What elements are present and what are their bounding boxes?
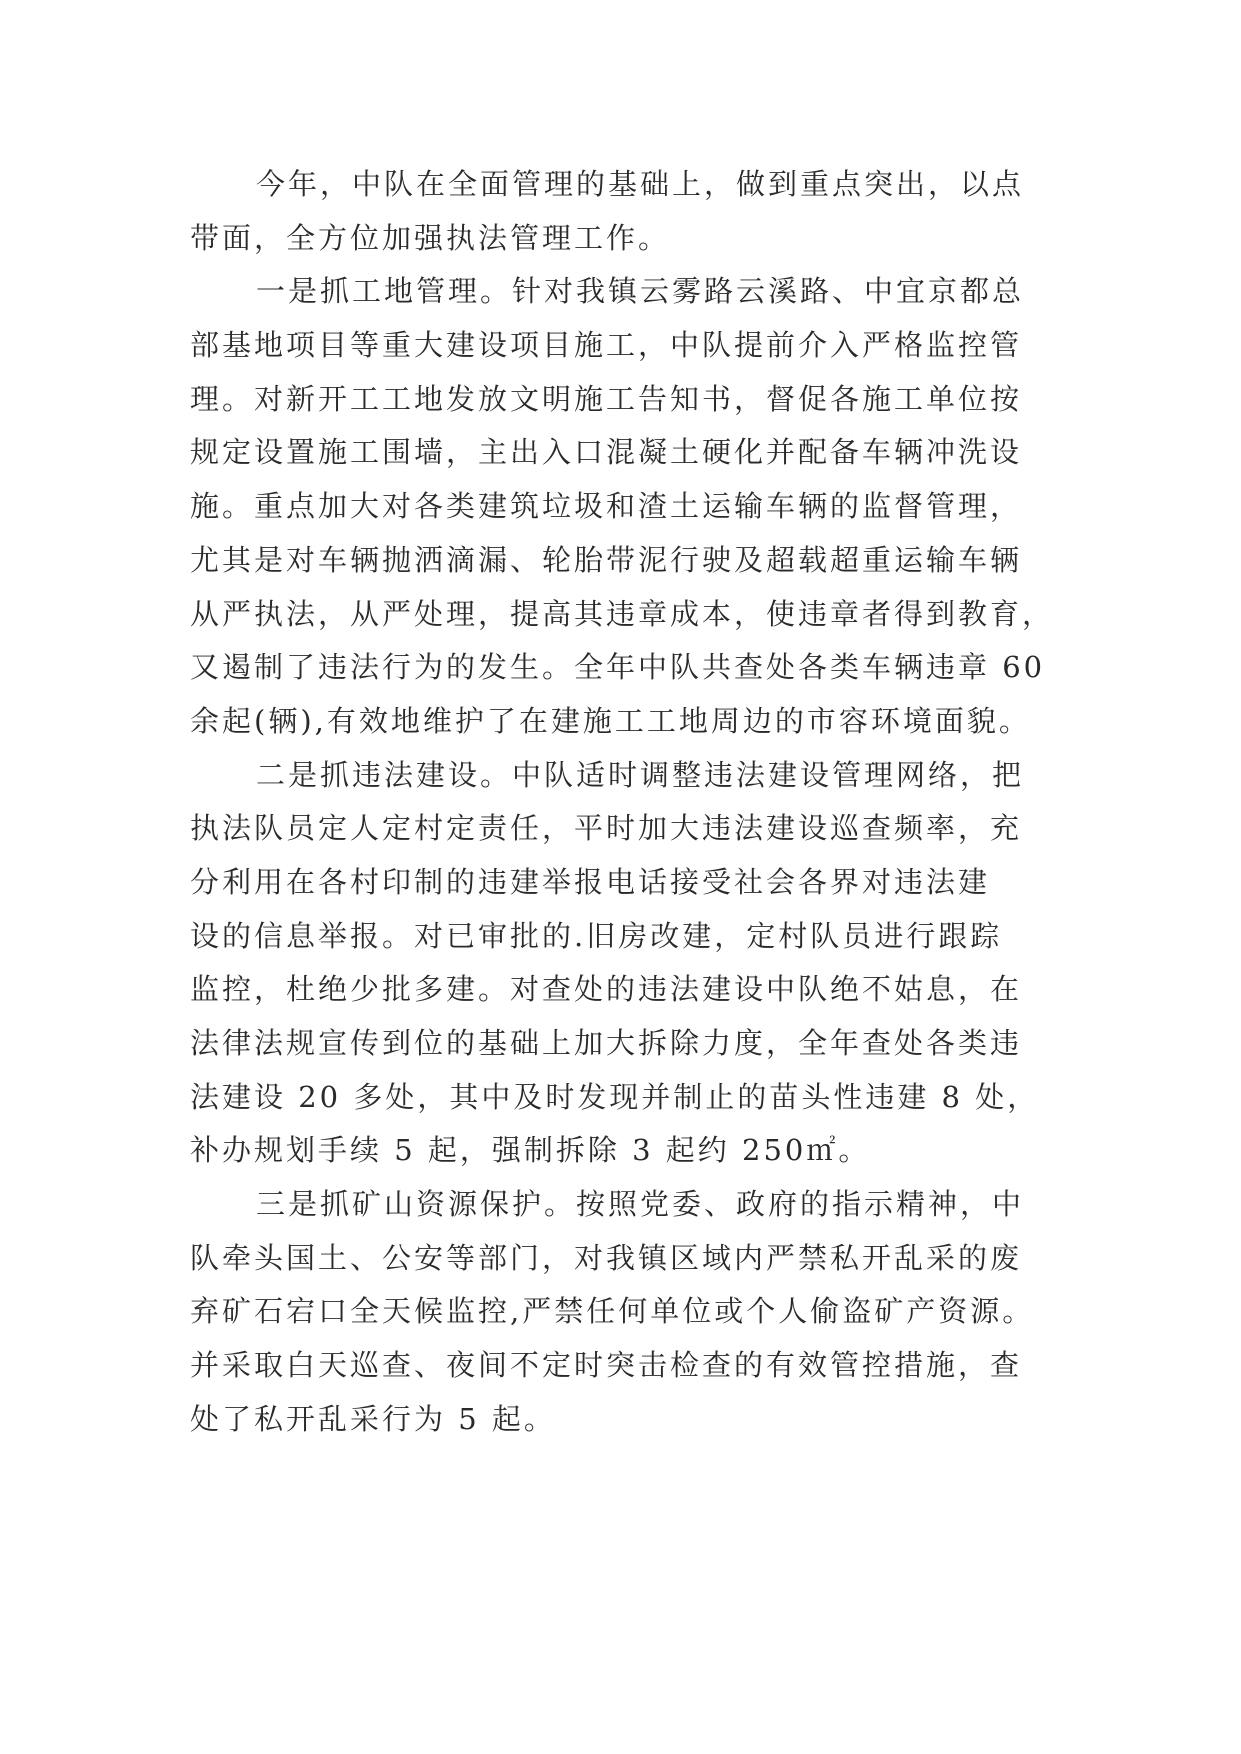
text-line: 从严执法，从严处理，提高其违章成本，使违章者得到教育， — [190, 596, 1055, 631]
text-line: 规定设置施工围墙，主出入口混凝土硬化并配备车辆冲洗设 — [190, 435, 1023, 470]
text-line: 二是抓违法建设。中队适时调整违法建设管理网络，把 — [256, 757, 1025, 792]
text-line: 又遏制了违法行为的发生。全年中队共查处各类车辆违章 60 — [190, 650, 1046, 685]
text-line: 弃矿石宕口全天候监控,严禁任何单位或个人偷盗矿产资源。 — [190, 1294, 1035, 1329]
text-line: 带面，全方位加强执法管理工作。 — [190, 220, 671, 255]
text-line: 法律法规宣传到位的基础上加大拆除力度，全年查处各类违 — [190, 1026, 1023, 1060]
text-line: 队牵头国土、公安等部门，对我镇区域内严禁私开乱采的废 — [190, 1240, 1023, 1275]
text-line: 补办规划手续 5 起，强制拆除 3 起约 250㎡。 — [190, 1133, 871, 1168]
text-line: 执法队员定人定村定责任，平时加大违法建设巡查频率，充 — [190, 811, 1023, 846]
text-line: 分利用在各村印制的违建举报电话接受社会各界对违法建 — [190, 864, 991, 899]
text-line: 理。对新开工工地发放文明施工告知书，督促各施工单位按 — [190, 381, 1023, 416]
text-line: 尤其是对车辆抛洒滴漏、轮胎带泥行驶及超载超重运输车辆 — [190, 542, 1023, 577]
text-line: 施。重点加大对各类建筑垃圾和渣土运输车辆的监督管理， — [190, 489, 1023, 524]
paragraph-mineral-protection — [190, 1178, 1070, 1446]
text-line: 处了私开乱采行为 5 起。 — [190, 1401, 556, 1436]
text-line: 三是抓矿山资源保护。按照党委、政府的指示精神，中 — [256, 1187, 1025, 1222]
paragraph-construction-site — [190, 265, 1070, 748]
text-line: 部基地项目等重大建设项目施工，中队提前介入严格监控管 — [190, 328, 1023, 363]
text-line: 监控，杜绝少批多建。对查处的违法建设中队绝不姑息，在 — [190, 972, 1023, 1007]
text-line: 并采取白天巡查、夜间不定时突击检查的有效管控措施，查 — [190, 1348, 1023, 1383]
text-line: 余起(辆),有效地维护了在建施工工地周边的市容环境面貌。 — [190, 703, 1031, 738]
paragraph-illegal-construction — [190, 749, 1070, 1179]
document-body — [190, 158, 1070, 1447]
text-line: 今年，中队在全面管理的基础上，做到重点突出，以点 — [256, 167, 1025, 201]
paragraph-intro — [190, 158, 1070, 265]
text-line: 一是抓工地管理。针对我镇云雾路云溪路、中宜京都总 — [256, 274, 1025, 309]
text-line: 设的信息举报。对已审批的.旧房改建，定村队员进行跟踪 — [190, 918, 1003, 953]
text-line: 法建设 20 多处，其中及时发现并制止的苗头性违建 8 处， — [190, 1079, 1040, 1114]
